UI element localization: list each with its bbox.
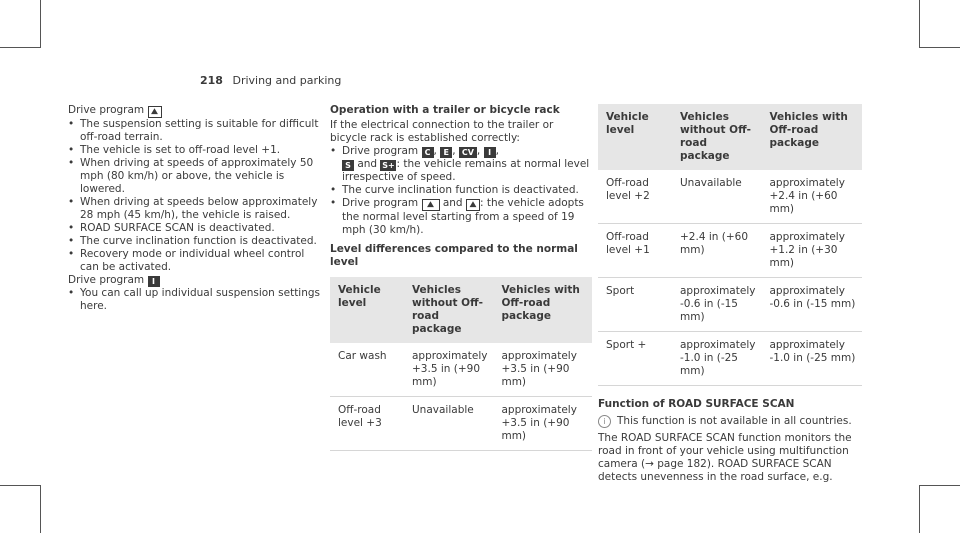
table-header-cell: Vehicle level <box>598 104 672 170</box>
table-header-cell: Vehicles with Off-road package <box>493 277 592 343</box>
level-table <box>330 277 592 451</box>
table-header-cell: Vehicles without Off-road package <box>404 277 493 343</box>
table-cell: approximately +3.5 in (+90 mm) <box>493 343 592 397</box>
individual-icon: I <box>148 276 160 287</box>
level-heading: Level differences compared to the normal level <box>330 243 578 268</box>
table-row <box>598 170 862 224</box>
table-cell: approximately +3.5 in (+90 mm) <box>404 343 493 397</box>
level-table-continued <box>598 104 862 386</box>
list-item: • The curve inclination function is deactivated. <box>68 235 326 248</box>
sport-plus-icon: S+ <box>382 161 395 170</box>
comfort-icon: C <box>422 147 434 158</box>
info-icon: i <box>598 415 611 428</box>
crop-mark <box>919 0 920 48</box>
offroad-icon: ⛰ <box>466 199 480 211</box>
list-item: • When driving at speeds of approximately 50 mph (80 km/h) or above, the vehicle is lowered. <box>68 157 326 196</box>
table-header-cell: Vehicle level <box>330 277 404 343</box>
table-cell: Unavailable <box>404 397 493 451</box>
table-cell: Off-road level +1 <box>598 224 672 278</box>
table-row <box>330 343 592 397</box>
rss-heading: Function of ROAD SURFACE SCAN <box>598 398 795 410</box>
crop-mark <box>40 0 41 48</box>
list-item: • Drive program C , E , CV , I , S and S+ : the vehicle remains at normal level irrespective of speed. <box>330 145 592 184</box>
table-cell: approximately -0.6 in (-15 mm) <box>672 278 761 332</box>
column-3 <box>598 104 862 484</box>
table-header-cell: Vehicles without Off-road package <box>672 104 761 170</box>
list-item: • Recovery mode or individual wheel control can be activated. <box>68 248 326 274</box>
sport-icon: S <box>342 160 354 171</box>
page-header <box>200 74 341 87</box>
offroad-bullets <box>68 118 326 274</box>
crop-mark <box>919 485 960 486</box>
list-item: • When driving at speeds below approximately 28 mph (45 km/h), the vehicle is raised. <box>68 196 326 222</box>
rss-note: i This function is not available in all countries. <box>598 415 862 428</box>
crop-mark <box>0 47 40 48</box>
list-item: • ROAD SURFACE SCAN is deactivated. <box>68 222 326 235</box>
list-item: • The curve inclination function is deactivated. <box>330 184 592 197</box>
individual-bullets <box>68 287 326 313</box>
table-cell: Off-road level +2 <box>598 170 672 224</box>
table-cell: approximately -1.0 in (-25 mm) <box>672 332 761 386</box>
table-cell: approximately +1.2 in (+30 mm) <box>761 224 862 278</box>
table-header-cell: Vehicles with Off-road package <box>761 104 862 170</box>
table-cell: Car wash <box>330 343 404 397</box>
table-cell: Sport + <box>598 332 672 386</box>
crop-mark <box>919 485 920 533</box>
table-row <box>598 224 862 278</box>
rss-body: The ROAD SURFACE SCAN function monitors the road in front of your vehicle using multifunction camera (→ page 182). ROAD SURFACE SCAN detects unevenness in the road surface, e.g. <box>598 432 852 483</box>
offroad-program-heading: Drive program ⛰ <box>68 104 326 118</box>
crop-mark <box>919 47 960 48</box>
individual-program-heading: Drive program I <box>68 274 326 287</box>
eco-icon: E <box>440 147 452 158</box>
table-cell: Off-road level +3 <box>330 397 404 451</box>
list-item: • Drive program ⛰ and ⛰ : the vehicle adopts the normal level starting from a speed of 19 mph (30 km/h). <box>330 197 592 237</box>
table-row <box>330 397 592 451</box>
page-number: 218 <box>200 74 223 87</box>
column-2 <box>330 104 592 451</box>
table-row <box>598 332 862 386</box>
list-item: • The vehicle is set to off-road level +1. <box>68 144 326 157</box>
table-cell: Sport <box>598 278 672 332</box>
table-cell: approximately -0.6 in (-15 mm) <box>761 278 862 332</box>
list-item: • The suspension setting is suitable for difficult off-road terrain. <box>68 118 326 144</box>
table-cell: +2.4 in (+60 mm) <box>672 224 761 278</box>
section-title: Driving and parking <box>232 74 342 87</box>
column-1 <box>68 104 326 313</box>
trailer-intro: If the electrical connection to the trailer or bicycle rack is established correctly: <box>330 119 554 144</box>
offroad-plus-icon: ⛰ <box>422 199 440 211</box>
table-cell: approximately +2.4 in (+60 mm) <box>761 170 862 224</box>
curve-icon: CV <box>459 147 477 158</box>
offroad-icon: ⛰ <box>148 106 162 118</box>
crop-mark <box>40 485 41 533</box>
individual-icon: I <box>484 147 496 158</box>
table-cell: approximately +3.5 in (+90 mm) <box>493 397 592 451</box>
trailer-heading: Operation with a trailer or bicycle rack <box>330 104 560 116</box>
table-cell: approximately -1.0 in (-25 mm) <box>761 332 862 386</box>
list-item: • You can call up individual suspension settings here. <box>68 287 326 313</box>
table-row <box>598 278 862 332</box>
table-cell: Unavailable <box>672 170 761 224</box>
crop-mark <box>0 485 40 486</box>
